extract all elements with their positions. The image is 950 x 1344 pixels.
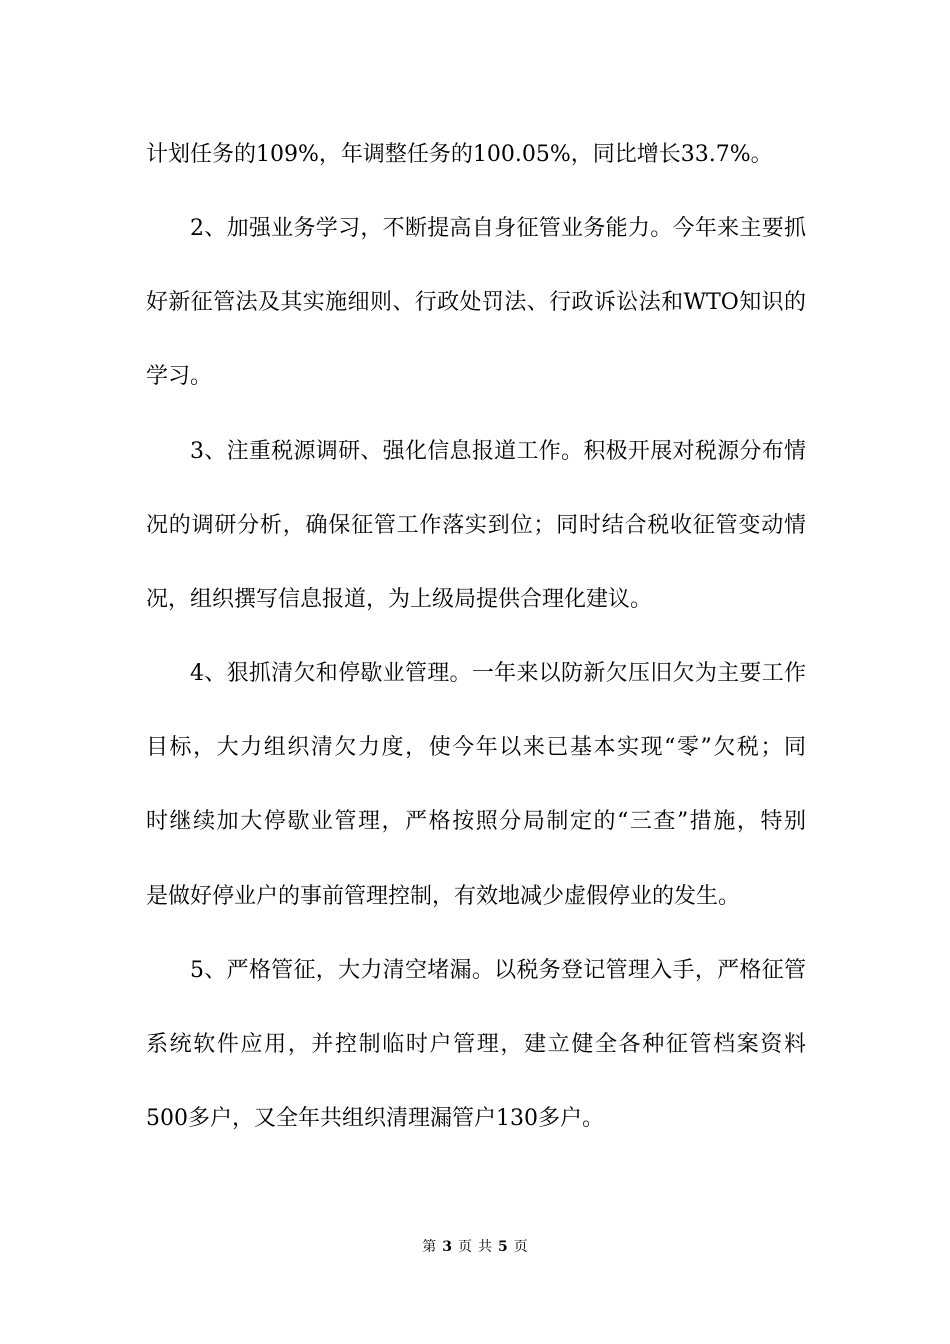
text-line-12: 5、严格管征，大力清空堵漏。以税务登记管理入手，严格征管 [190,958,806,983]
page-number-footer [0,1237,950,1257]
text-line-8: 4、狠抓清欠和停歇业管理。一年来以防新欠压旧欠为主要工作 [190,661,806,686]
text-line-5: 3、注重税源调研、强化信息报道工作。积极开展对税源分布情 [190,439,806,464]
footer-prefix: 第 [422,1239,437,1255]
footer-total-pages: 5 [498,1239,508,1255]
footer-page-word: 页 [458,1239,472,1255]
text-line-3: 好新征管法及其实施细则、行政处罚法、行政诉讼法和WTO知识的 [146,290,806,315]
text-line-14: 500多户，又全年共组织清理漏管户130多户。 [146,1106,604,1131]
footer-total-word: 共 [478,1239,492,1255]
text-line-4: 学习。 [146,364,213,389]
text-line-2: 2、加强业务学习，不断提高自身征管业务能力。今年来主要抓 [190,216,806,241]
footer-current-page: 3 [442,1239,452,1255]
text-line-1: 计划任务的109%，年调整任务的100.05%，同比增长33.7%。 [146,142,773,167]
text-line-11: 是做好停业户的事前管理控制，有效地减少虚假停业的发生。 [146,884,741,909]
text-line-7: 况，组织撰写信息报道，为上级局提供合理化建议。 [146,587,653,612]
footer-suffix: 页 [513,1239,528,1255]
text-line-10: 时继续加大停歇业管理，严格按照分局制定的“三查”措施，特别 [146,809,806,834]
text-line-13: 系统软件应用，并控制临时户管理，建立健全各种征管档案资料 [146,1032,806,1057]
text-line-6: 况的调研分析，确保征管工作落实到位；同时结合税收征管变动情 [146,513,806,538]
text-line-9: 目标，大力组织清欠力度，使今年以来已基本实现“零”欠税；同 [146,735,806,760]
